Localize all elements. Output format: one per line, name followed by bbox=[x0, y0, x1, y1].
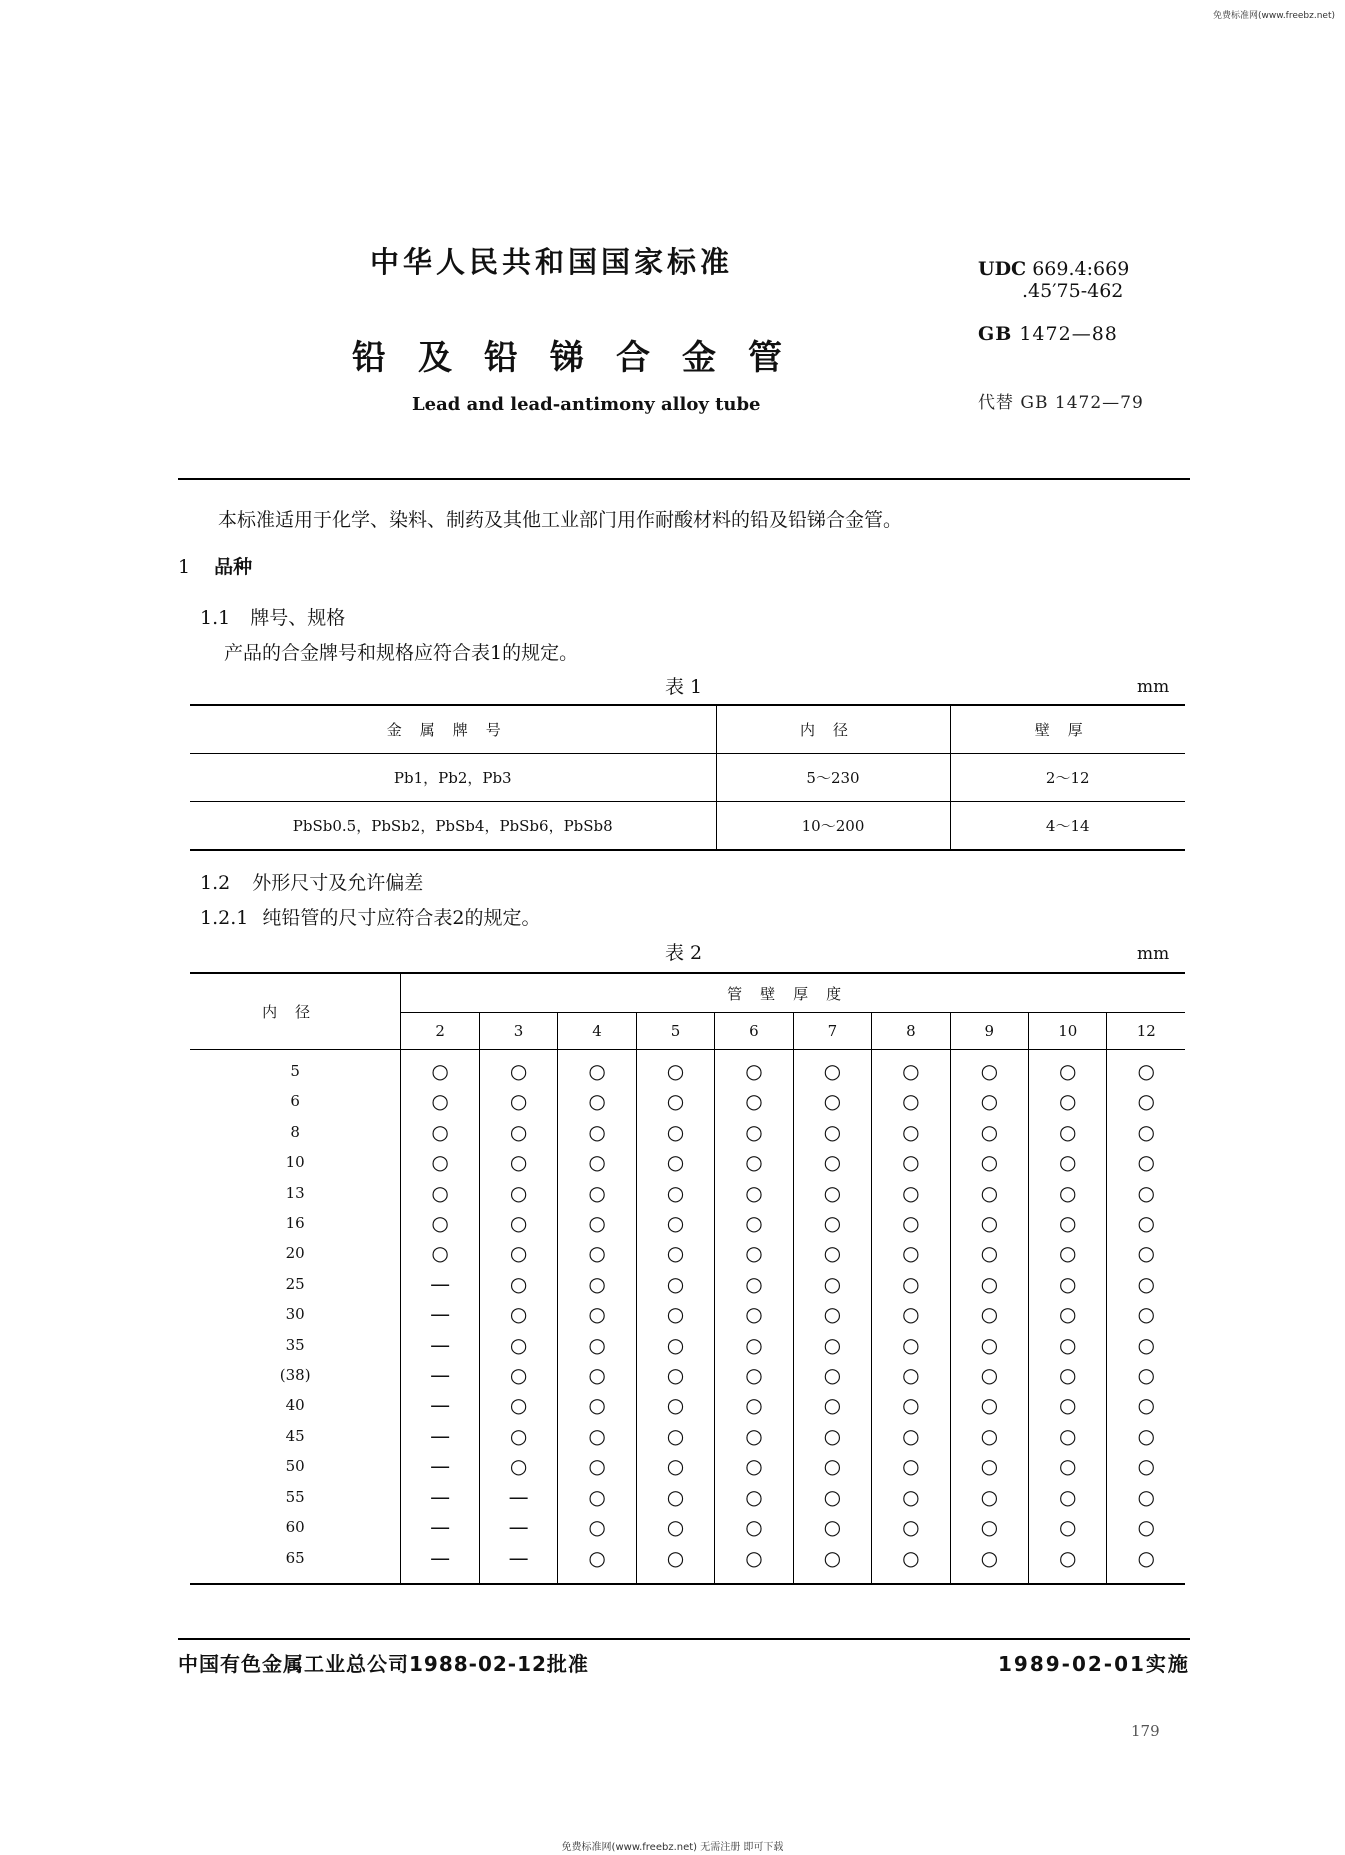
table2-row-label: 50 bbox=[190, 1451, 401, 1481]
table-cell: ○ bbox=[636, 1421, 714, 1451]
table-cell: — bbox=[479, 1543, 557, 1584]
table-cell: ○ bbox=[1137, 1241, 1155, 1266]
table-cell: ○ bbox=[793, 1360, 871, 1390]
table-row bbox=[190, 1512, 1185, 1542]
table-cell: 10～200 bbox=[716, 802, 950, 851]
section-1-2-1-number: 1.2.1 bbox=[200, 907, 249, 929]
table-cell: — bbox=[479, 1482, 557, 1512]
table-row bbox=[190, 1421, 1185, 1451]
table-cell: ○ bbox=[950, 1208, 1028, 1238]
table-cell: ○ bbox=[636, 1330, 714, 1360]
section-1-2-1-text: 纯铅管的尺寸应符合表2的规定。 bbox=[262, 907, 541, 929]
table1 bbox=[190, 704, 1185, 851]
table-cell: ○ bbox=[715, 1330, 793, 1360]
table-cell: ○ bbox=[1029, 1086, 1107, 1116]
table-cell: ○ bbox=[1137, 1363, 1155, 1388]
table-cell: ○ bbox=[950, 1299, 1028, 1329]
table-cell: ○ bbox=[1029, 1330, 1107, 1360]
table-cell: ○ bbox=[558, 1086, 636, 1116]
table-cell: ○ bbox=[715, 1178, 793, 1208]
section-1-title: 品种 bbox=[214, 556, 253, 578]
table-cell: ○ bbox=[479, 1390, 557, 1420]
table-cell: ○ bbox=[793, 1451, 871, 1481]
section-1-number: 1 bbox=[178, 556, 191, 578]
table-cell: — bbox=[401, 1330, 479, 1360]
table-row bbox=[190, 1050, 1185, 1087]
table-cell: ○ bbox=[872, 1117, 950, 1147]
table-cell: ○ bbox=[872, 1147, 950, 1177]
table-cell: ○ bbox=[1137, 1545, 1155, 1570]
table-row bbox=[190, 1360, 1185, 1390]
english-title: Lead and lead-antimony alloy tube bbox=[412, 394, 761, 415]
approval-line: 中国有色金属工业总公司1988-02-12批准 bbox=[178, 1652, 589, 1676]
table-cell: ○ bbox=[1029, 1299, 1107, 1329]
table-cell: ○ bbox=[479, 1269, 557, 1299]
table1-header-inner-diameter: 内径 bbox=[716, 705, 950, 754]
table-cell: ○ bbox=[401, 1086, 479, 1116]
table-cell: ○ bbox=[950, 1178, 1028, 1208]
udc-line1: 669.4:669 bbox=[1032, 258, 1130, 280]
table-cell: ○ bbox=[558, 1390, 636, 1420]
table-cell: ○ bbox=[636, 1543, 714, 1584]
table-cell: ○ bbox=[715, 1390, 793, 1420]
standard-title: 中华人民共和国国家标准 bbox=[370, 245, 734, 279]
table-cell: ○ bbox=[950, 1050, 1028, 1087]
table-row bbox=[190, 1451, 1185, 1481]
table-cell: ○ bbox=[1137, 1089, 1155, 1114]
table-cell: ○ bbox=[558, 1543, 636, 1584]
table-cell: ○ bbox=[1137, 1515, 1155, 1540]
table-cell: ○ bbox=[793, 1269, 871, 1299]
table-cell: ○ bbox=[793, 1117, 871, 1147]
table-cell: — bbox=[401, 1451, 479, 1481]
table-cell: ○ bbox=[715, 1117, 793, 1147]
table-cell: ○ bbox=[558, 1050, 636, 1087]
table-cell: ○ bbox=[872, 1512, 950, 1542]
table-cell: ○ bbox=[1137, 1150, 1155, 1175]
table-cell: ○ bbox=[401, 1238, 479, 1268]
table-cell: ○ bbox=[1029, 1512, 1107, 1542]
table-cell: ○ bbox=[1029, 1421, 1107, 1451]
table2-col-header: 6 bbox=[715, 1013, 793, 1050]
section-1-2-heading bbox=[200, 868, 423, 895]
table-row bbox=[190, 1178, 1185, 1208]
table-row bbox=[190, 1482, 1185, 1512]
table-cell: ○ bbox=[558, 1512, 636, 1542]
table-cell: ○ bbox=[479, 1299, 557, 1329]
table2-row-label: 60 bbox=[190, 1512, 401, 1542]
table-cell: ○ bbox=[401, 1050, 479, 1087]
table2-unit: mm bbox=[1137, 944, 1170, 964]
table-cell: ○ bbox=[1137, 1180, 1155, 1205]
table-cell: ○ bbox=[872, 1299, 950, 1329]
gb-label: GB bbox=[978, 323, 1013, 345]
table-cell: ○ bbox=[950, 1147, 1028, 1177]
table-cell: ○ bbox=[558, 1238, 636, 1268]
table-row bbox=[190, 1269, 1185, 1299]
watermark-bottom: 免费标准网(www.freebz.net) 无需注册 即可下载 bbox=[561, 1842, 784, 1853]
table-cell: ○ bbox=[636, 1390, 714, 1420]
table2-row-label: 20 bbox=[190, 1238, 401, 1268]
section-1-1-text: 产品的合金牌号和规格应符合表1的规定。 bbox=[224, 642, 579, 664]
section-1-1-heading bbox=[200, 603, 345, 630]
table-cell: ○ bbox=[872, 1390, 950, 1420]
table-cell: ○ bbox=[1029, 1390, 1107, 1420]
section-1-1-title: 牌号、规格 bbox=[250, 607, 346, 629]
table-cell: — bbox=[401, 1421, 479, 1451]
table-cell: ○ bbox=[636, 1050, 714, 1087]
table-cell: — bbox=[401, 1299, 479, 1329]
table-cell: ○ bbox=[793, 1208, 871, 1238]
table2-header-wall-thickness: 管壁厚度 bbox=[401, 973, 1185, 1013]
table1-header-wall: 壁厚 bbox=[1034, 721, 1101, 739]
table-cell: ○ bbox=[1137, 1059, 1155, 1083]
table-cell: ○ bbox=[636, 1512, 714, 1542]
table-cell: ○ bbox=[1137, 1332, 1155, 1357]
intro-paragraph: 本标准适用于化学、染料、制药及其他工业部门用作耐酸材料的铅及铅锑合金管。 bbox=[218, 509, 903, 531]
table1-header-grade: 金属牌号 bbox=[190, 705, 716, 754]
table-cell: ○ bbox=[715, 1208, 793, 1238]
table2-row-label: 8 bbox=[190, 1117, 401, 1147]
table-cell: ○ bbox=[950, 1117, 1028, 1147]
table-cell: ○ bbox=[558, 1330, 636, 1360]
table-cell: ○ bbox=[950, 1451, 1028, 1481]
table2-col-header: 3 bbox=[479, 1013, 557, 1050]
table-cell: ○ bbox=[715, 1238, 793, 1268]
table-cell: — bbox=[401, 1512, 479, 1542]
section-1-2-number: 1.2 bbox=[200, 872, 231, 894]
table2-row-label: 25 bbox=[190, 1269, 401, 1299]
table2-col-header: 7 bbox=[793, 1013, 871, 1050]
table-cell: ○ bbox=[479, 1117, 557, 1147]
table-row bbox=[190, 1086, 1185, 1116]
table-cell: ○ bbox=[401, 1208, 479, 1238]
section-1-2-title: 外形尺寸及允许偏差 bbox=[252, 872, 424, 894]
table2-col-header: 10 bbox=[1029, 1013, 1107, 1050]
table-cell: ○ bbox=[479, 1147, 557, 1177]
table-cell: ○ bbox=[950, 1330, 1028, 1360]
table-cell: ○ bbox=[872, 1238, 950, 1268]
table-cell: ○ bbox=[558, 1117, 636, 1147]
udc-line2: .45′75-462 bbox=[1022, 280, 1124, 302]
table-cell: ○ bbox=[872, 1421, 950, 1451]
table-cell: ○ bbox=[1137, 1302, 1155, 1327]
table-row bbox=[190, 1330, 1185, 1360]
table-cell: — bbox=[401, 1543, 479, 1584]
table-row bbox=[190, 1117, 1185, 1147]
table-cell: ○ bbox=[872, 1360, 950, 1390]
table-cell: ○ bbox=[872, 1543, 950, 1584]
table-cell: ○ bbox=[715, 1543, 793, 1584]
table-cell: ○ bbox=[793, 1147, 871, 1177]
table-cell: ○ bbox=[558, 1178, 636, 1208]
table-cell: ○ bbox=[872, 1330, 950, 1360]
table-cell: ○ bbox=[872, 1086, 950, 1116]
table-row bbox=[190, 1238, 1185, 1268]
table2 bbox=[190, 972, 1185, 1585]
table-cell: ○ bbox=[636, 1238, 714, 1268]
table-cell: ○ bbox=[479, 1360, 557, 1390]
table-cell: ○ bbox=[950, 1390, 1028, 1420]
table-cell: ○ bbox=[872, 1451, 950, 1481]
section-1-2-1-heading bbox=[200, 903, 540, 930]
table-cell: Pb1，Pb2，Pb3 bbox=[190, 754, 716, 802]
table2-col-header: 9 bbox=[950, 1013, 1028, 1050]
table-cell: — bbox=[401, 1360, 479, 1390]
table-cell: ○ bbox=[793, 1421, 871, 1451]
table-row bbox=[190, 1208, 1185, 1238]
table-cell: ○ bbox=[793, 1330, 871, 1360]
table2-row-label: 65 bbox=[190, 1543, 401, 1584]
table-cell: ○ bbox=[479, 1086, 557, 1116]
table-cell: ○ bbox=[715, 1421, 793, 1451]
table2-col-header: 8 bbox=[872, 1013, 950, 1050]
table2-row-label: 6 bbox=[190, 1086, 401, 1116]
document-title: 铅及铅锑合金管 bbox=[352, 338, 814, 378]
table-cell: ○ bbox=[1029, 1117, 1107, 1147]
table-cell: ○ bbox=[715, 1451, 793, 1481]
table-cell: ○ bbox=[636, 1208, 714, 1238]
table-cell: ○ bbox=[715, 1360, 793, 1390]
table-cell: ○ bbox=[636, 1086, 714, 1116]
table-cell: ○ bbox=[1137, 1423, 1155, 1448]
table-cell: ○ bbox=[636, 1147, 714, 1177]
table2-col-header: 4 bbox=[558, 1013, 636, 1050]
table-cell: PbSb0.5，PbSb2，PbSb4，PbSb6，PbSb8 bbox=[190, 802, 716, 851]
table-cell: ○ bbox=[479, 1238, 557, 1268]
table-cell: ○ bbox=[479, 1421, 557, 1451]
table-row bbox=[190, 1147, 1185, 1177]
table-cell: ○ bbox=[1029, 1269, 1107, 1299]
table-cell: ○ bbox=[558, 1269, 636, 1299]
table2-row-label: 35 bbox=[190, 1330, 401, 1360]
table2-col-header: 2 bbox=[401, 1013, 479, 1050]
watermark-top: 免费标准网(www.freebz.net) bbox=[1213, 11, 1335, 21]
table-cell: ○ bbox=[715, 1512, 793, 1542]
table-cell: ○ bbox=[793, 1050, 871, 1087]
table1-header-row bbox=[190, 705, 1185, 754]
table-cell: ○ bbox=[558, 1208, 636, 1238]
table-cell: ○ bbox=[950, 1482, 1028, 1512]
table-cell: ○ bbox=[558, 1482, 636, 1512]
table-cell: ○ bbox=[401, 1178, 479, 1208]
header-divider bbox=[178, 478, 1190, 480]
table2-row-label: 45 bbox=[190, 1421, 401, 1451]
table-cell: ○ bbox=[715, 1147, 793, 1177]
table-cell: 5～230 bbox=[716, 754, 950, 802]
table-cell: ○ bbox=[401, 1117, 479, 1147]
table-cell: ○ bbox=[950, 1086, 1028, 1116]
page-number: 179 bbox=[1131, 1722, 1160, 1740]
table-cell: ○ bbox=[1137, 1119, 1155, 1144]
table-cell: ○ bbox=[872, 1178, 950, 1208]
table-cell: ○ bbox=[558, 1421, 636, 1451]
udc-code bbox=[978, 256, 1129, 282]
table1-unit: mm bbox=[1137, 677, 1170, 697]
table-cell: ○ bbox=[872, 1482, 950, 1512]
table-cell: ○ bbox=[715, 1086, 793, 1116]
table-cell: ○ bbox=[872, 1050, 950, 1087]
table-cell: ○ bbox=[793, 1086, 871, 1116]
table-cell: ○ bbox=[1029, 1050, 1107, 1087]
table-cell: ○ bbox=[401, 1147, 479, 1177]
table2-row-label: 30 bbox=[190, 1299, 401, 1329]
table2-row-label: 16 bbox=[190, 1208, 401, 1238]
table-cell: ○ bbox=[950, 1512, 1028, 1542]
table2-header-inner-diameter: 内径 bbox=[190, 973, 401, 1050]
table2-caption: 表 2 bbox=[665, 942, 703, 964]
table-cell: ○ bbox=[950, 1269, 1028, 1299]
table-cell: ○ bbox=[1029, 1238, 1107, 1268]
table-cell: ○ bbox=[636, 1269, 714, 1299]
table-cell: ○ bbox=[950, 1421, 1028, 1451]
table-cell: ○ bbox=[950, 1543, 1028, 1584]
table-cell: ○ bbox=[1029, 1147, 1107, 1177]
table-cell: ○ bbox=[636, 1299, 714, 1329]
table-cell: ○ bbox=[793, 1512, 871, 1542]
table-cell: ○ bbox=[715, 1299, 793, 1329]
table-cell: ○ bbox=[1029, 1360, 1107, 1390]
table-cell: ○ bbox=[636, 1178, 714, 1208]
table-cell: ○ bbox=[558, 1360, 636, 1390]
table-cell: ○ bbox=[479, 1208, 557, 1238]
table-cell: ○ bbox=[1137, 1484, 1155, 1509]
table-cell: ○ bbox=[479, 1178, 557, 1208]
table-cell: ○ bbox=[636, 1451, 714, 1481]
table1-caption: 表 1 bbox=[665, 676, 703, 698]
table-cell: — bbox=[401, 1390, 479, 1420]
table-cell: ○ bbox=[636, 1117, 714, 1147]
table-cell: 4～14 bbox=[1045, 817, 1090, 835]
table-cell: ○ bbox=[636, 1482, 714, 1512]
table-row bbox=[190, 1390, 1185, 1420]
table-cell: ○ bbox=[1137, 1211, 1155, 1236]
table-cell: ○ bbox=[1029, 1178, 1107, 1208]
table-cell: ○ bbox=[1137, 1393, 1155, 1418]
table-cell: ○ bbox=[1029, 1208, 1107, 1238]
table-cell: ○ bbox=[1029, 1543, 1107, 1584]
table2-row-label: 13 bbox=[190, 1178, 401, 1208]
table2-row-label: 5 bbox=[190, 1050, 401, 1087]
table-cell: ○ bbox=[715, 1482, 793, 1512]
table-cell: ○ bbox=[1029, 1451, 1107, 1481]
table-cell: ○ bbox=[479, 1330, 557, 1360]
table-cell: — bbox=[479, 1512, 557, 1542]
table2-col-header: 5 bbox=[636, 1013, 714, 1050]
section-1-heading bbox=[178, 552, 252, 579]
table-cell: ○ bbox=[636, 1360, 714, 1390]
table-cell: — bbox=[401, 1482, 479, 1512]
table-cell: ○ bbox=[793, 1299, 871, 1329]
table-cell: ○ bbox=[950, 1238, 1028, 1268]
table2-body bbox=[190, 1050, 1185, 1584]
table2-row-label: 40 bbox=[190, 1390, 401, 1420]
table-cell: ○ bbox=[1029, 1482, 1107, 1512]
footer-divider bbox=[178, 1638, 1190, 1640]
gb-number bbox=[978, 323, 1118, 345]
table-cell: ○ bbox=[793, 1238, 871, 1268]
table2-row-label: 55 bbox=[190, 1482, 401, 1512]
table-cell: ○ bbox=[558, 1147, 636, 1177]
table2-header-row-1 bbox=[190, 973, 1185, 1013]
table-cell: ○ bbox=[558, 1451, 636, 1481]
table-cell: ○ bbox=[1137, 1271, 1155, 1296]
table-row bbox=[190, 1543, 1185, 1584]
table-cell: ○ bbox=[793, 1390, 871, 1420]
table-cell: ○ bbox=[872, 1269, 950, 1299]
table-cell: ○ bbox=[479, 1451, 557, 1481]
replaces-standard: 代替 GB 1472—79 bbox=[978, 393, 1144, 413]
table-row bbox=[190, 802, 1185, 851]
table-row bbox=[190, 1299, 1185, 1329]
table-cell: ○ bbox=[793, 1482, 871, 1512]
table2-row-label: (38) bbox=[190, 1360, 401, 1390]
gb-number-value: 1472—88 bbox=[1019, 323, 1118, 345]
table-cell: ○ bbox=[872, 1208, 950, 1238]
table-cell: ○ bbox=[715, 1050, 793, 1087]
table-cell: ○ bbox=[793, 1543, 871, 1584]
section-1-1-number: 1.1 bbox=[200, 607, 231, 629]
table2-row-label: 10 bbox=[190, 1147, 401, 1177]
udc-label: UDC bbox=[978, 258, 1027, 280]
table2-col-header: 12 bbox=[1136, 1022, 1156, 1040]
table-cell: ○ bbox=[479, 1050, 557, 1087]
table-cell: ○ bbox=[950, 1360, 1028, 1390]
table-cell: ○ bbox=[1137, 1454, 1155, 1479]
table-cell: 2～12 bbox=[1045, 769, 1090, 787]
table-cell: ○ bbox=[558, 1299, 636, 1329]
table-cell: — bbox=[401, 1269, 479, 1299]
table-cell: ○ bbox=[715, 1269, 793, 1299]
table-cell: ○ bbox=[793, 1178, 871, 1208]
implementation-date: 1989-02-01实施 bbox=[998, 1652, 1190, 1676]
table-row bbox=[190, 754, 1185, 802]
